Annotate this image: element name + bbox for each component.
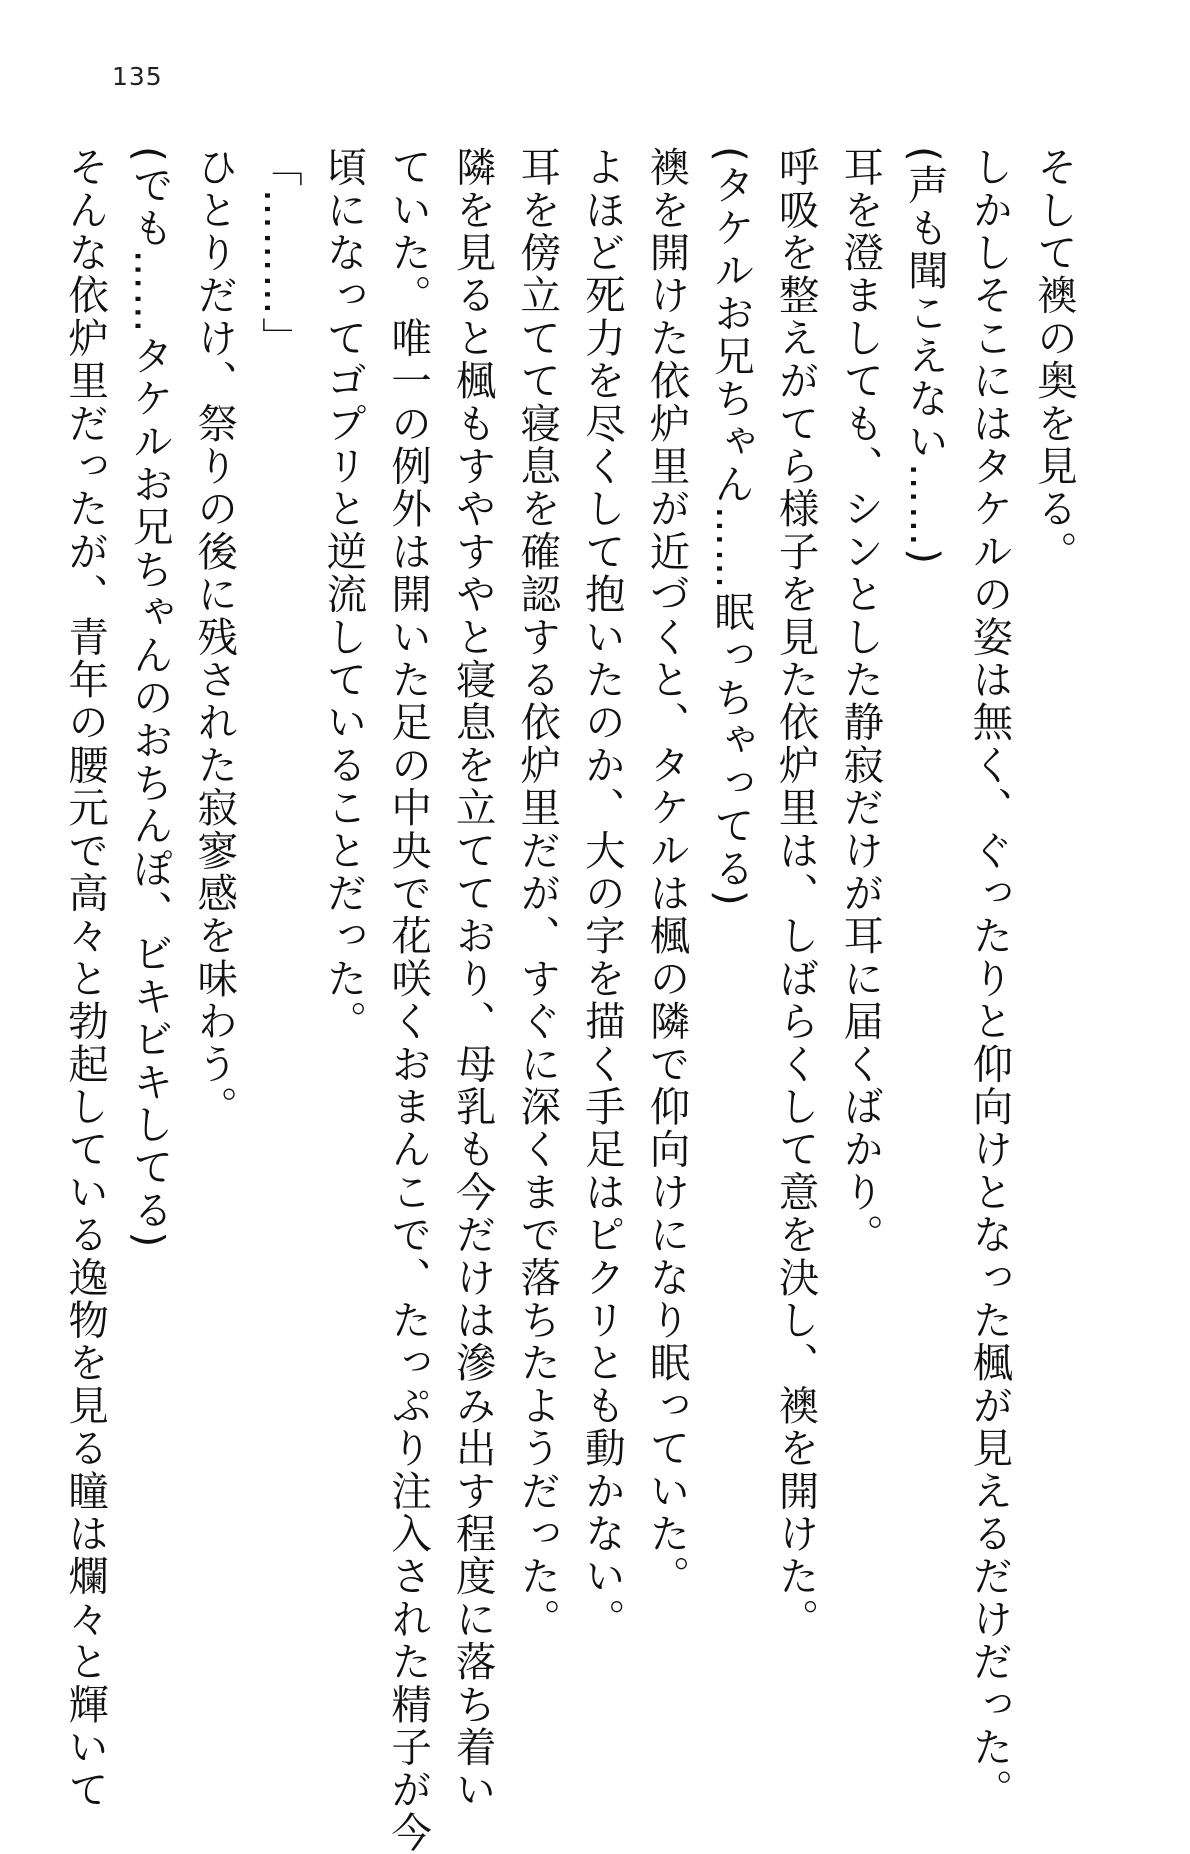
text-line: 頃になってゴプリと逆流していることだった。 [319,146,368,1043]
text-line: ひとりだけ、祭りの後に残された寂寥感を味わう。 [190,146,239,1129]
text-line: 耳を澄ましても、シンとした静寂だけが耳に届くばかり。 [836,146,885,1257]
text-line: 呼吸を整えがてら様子を見た依炉里は、しばらくして意を決し、襖を開けた。 [771,146,820,1641]
text-line: よほど死力を尽くして抱いたのか、大の字を描く手足はピクリとも動かない。 [577,146,626,1641]
text-line: (タケルお兄ちゃん……眠っちゃってる) [707,146,756,908]
text-line: 耳を傍立てて寝息を確認する依炉里だが、すぐに深くまで落ちたようだった。 [513,146,562,1641]
text-line: (声も聞こえない……) [900,146,949,567]
text-line: 「………」 [254,146,303,360]
page-number: 135 [112,62,163,91]
text-line: ていた。唯一の例外は開いた足の中央で花咲くおまんこで、たっぷり注入された精子が今 [384,146,433,1854]
text-line: そして襖の奥を見る。 [1030,146,1078,573]
text-line: 隣を見ると楓もすやすやと寝息を立てており、母乳も今だけは滲み出す程度に落ち着い [448,146,497,1812]
text-line: 襖を開けた依炉里が近づくと、タケルは楓の隣で仰向けになり眠っていた。 [642,146,691,1598]
text-line: しかしそこにはタケルの姿は無く、ぐったりと仰向けとなった楓が見えるだけだった。 [965,146,1014,1812]
text-line: そんな依炉里だったが、青年の腰元で高々と勃起している逸物を見る瞳は爛々と輝いて [61,146,110,1812]
body-text [53,146,1087,1854]
text-line: (でも……タケルお兄ちゃんのおちんぽ、ビキビキしてる) [125,146,174,1250]
